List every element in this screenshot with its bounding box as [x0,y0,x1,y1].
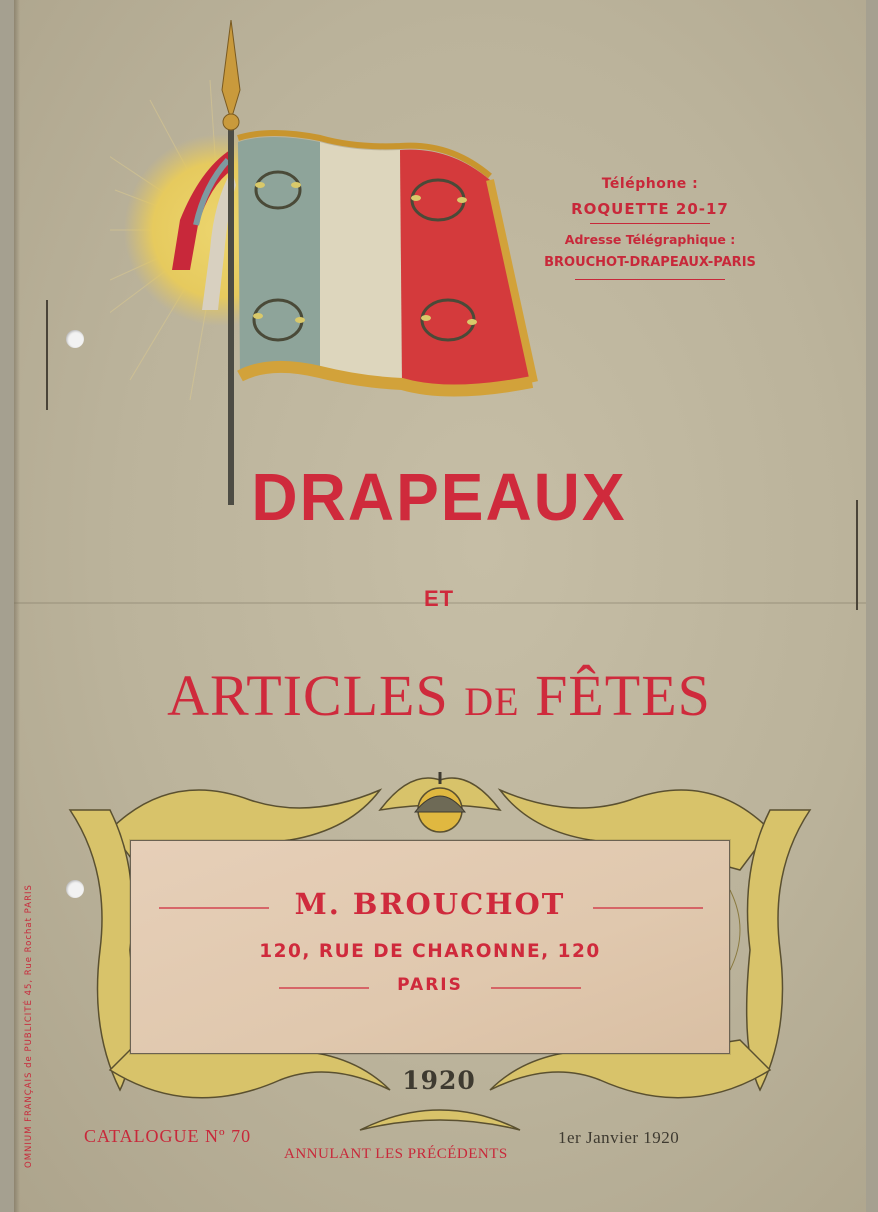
title-de: DE [464,679,520,724]
pole-finial [222,20,240,120]
merchant-name: M. BROUCHOT [294,887,566,921]
annulant-note: ANNULANT LES PRÉCÉDENTS [284,1146,508,1162]
catalogue-date: 1er Janvier 1920 [558,1128,680,1147]
printer-credit: OMNIUM FRANÇAIS de PUBLICITÉ 45, Rue Rochat PARIS [24,884,34,1168]
merchant-city: PARIS [397,975,463,995]
divider [590,223,710,224]
year: 1920 [402,1066,476,1095]
telegraph-label: Adresse Télégraphique : [564,232,736,247]
flag-white-band [320,142,402,384]
merchant-street: 120, RUE DE CHARONNE, 120 [259,941,601,962]
flag-illustration [110,20,550,510]
catalogue-number: CATALOGUE Nº 70 [84,1126,252,1146]
address-label [130,840,730,1054]
title-articles: ARTICLES [167,663,465,728]
title-drapeaux: DRAPEAUX [251,459,627,535]
contact-block [500,176,800,280]
telephone-number: ROQUETTE 20-17 [571,200,729,218]
telegraph-address: BROUCHOT-DRAPEAUX-PARIS [544,255,756,270]
title-fetes: FÊTES [519,663,711,728]
flag-pole [228,120,234,505]
acanthus-right-side [747,810,810,1090]
telephone-label: Téléphone : [601,176,699,192]
title-articles-de-fetes [0,662,878,729]
punch-hole [66,330,84,348]
acanthus-left-side [70,810,133,1090]
title-et: ET [423,586,455,611]
divider [575,279,725,280]
binding-stitch [46,300,48,410]
